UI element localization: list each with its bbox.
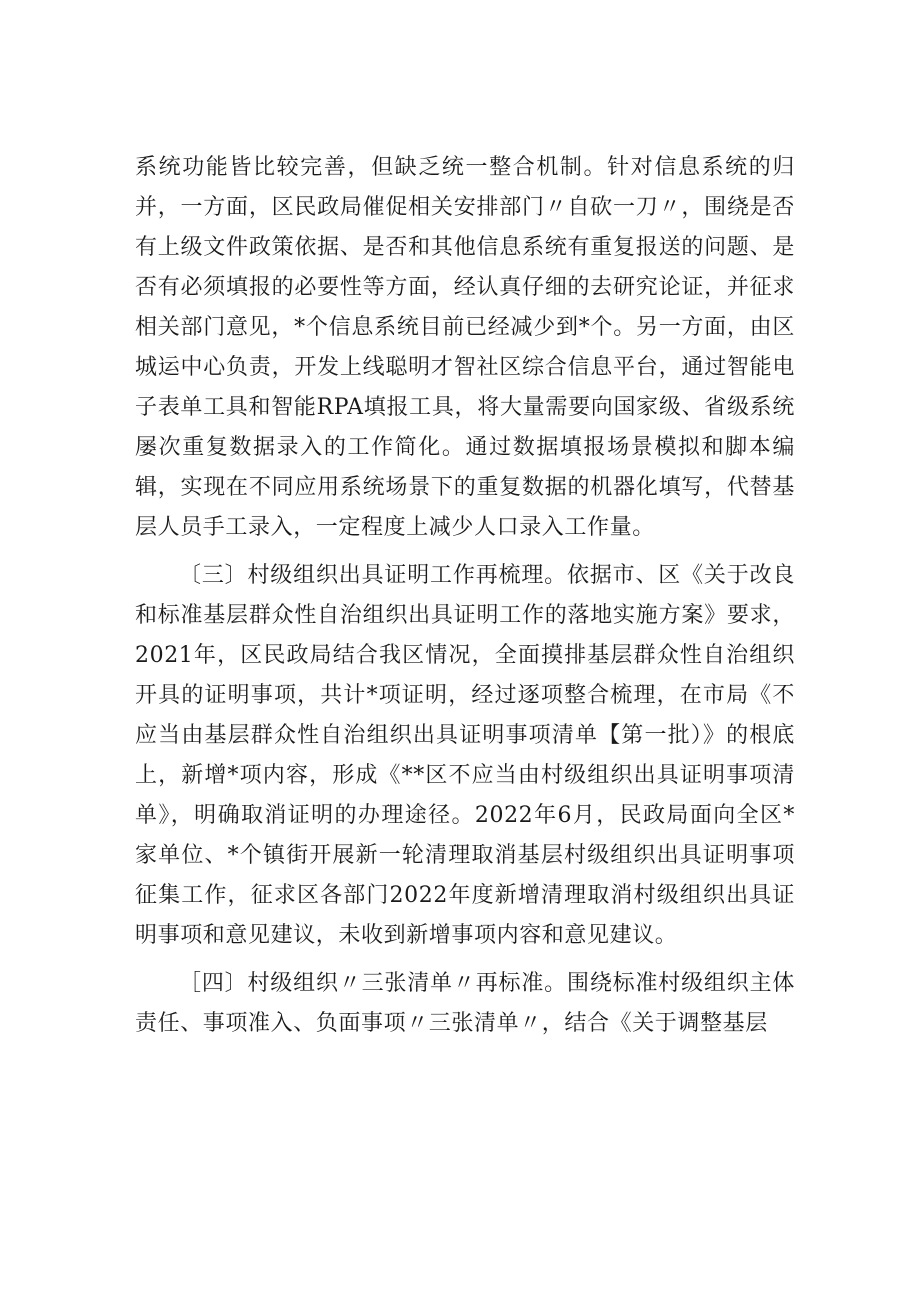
document-body: [135, 148, 795, 1052]
paragraph-section-three: 〔三〕村级组织出具证明工作再梳理。依据市、区《关于改良和标准基层群众性自治组织出具证明工作的落地实施方案》要求，2021年，区民政局结合我区情况，全面摸排基层群众性自治组织开具的证明事项，共计*项证明，经过逐项整合梳理，在市局《不应当由基层群众性自治组织出具证明事项清单【第一批）》的根底上，新增*项内容，形成《**区不应当由村级组织出具证明事项清单》，明确取消证明的办理途径。2022年6月，民政局面向全区*家单位、*个镇街开展新一轮清理取消基层村级组织出具证明事项征集工作，征求区各部门2022年度新增清理取消村级组织出具证明事项和意见建议，未收到新增事项内容和意见建议。: [135, 563, 795, 948]
paragraph-system-integration: 系统功能皆比较完善，但缺乏统一整合机制。针对信息系统的归并，一方面，区民政局催促相关安排部门〃自砍一刀〃，围绕是否有上级文件政策依据、是否和其他信息系统有重复报送的问题、是否有必须填报的必要性等方面，经认真仔细的去研究论证，并征求相关部门意见，*个信息系统目前已经减少到*个。另一方面，由区城运中心负责，开发上线聪明才智社区综合信息平台，通过智能电子表单工具和智能RPA填报工具，将大量需要向国家级、省级系统屡次重复数据录入的工作简化。通过数据填报场景模拟和脚本编辑，实现在不同应用系统场景下的重复数据的机器化填写，代替基层人员手工录入，一定程度上减少人口录入工作量。: [135, 155, 795, 540]
paragraph-section-four: ［四〕村级组织〃三张清单〃再标准。围绕标准村级组织主体责任、事项准入、负面事项〃三张清单〃，结合《关于调整基层: [135, 971, 795, 1036]
